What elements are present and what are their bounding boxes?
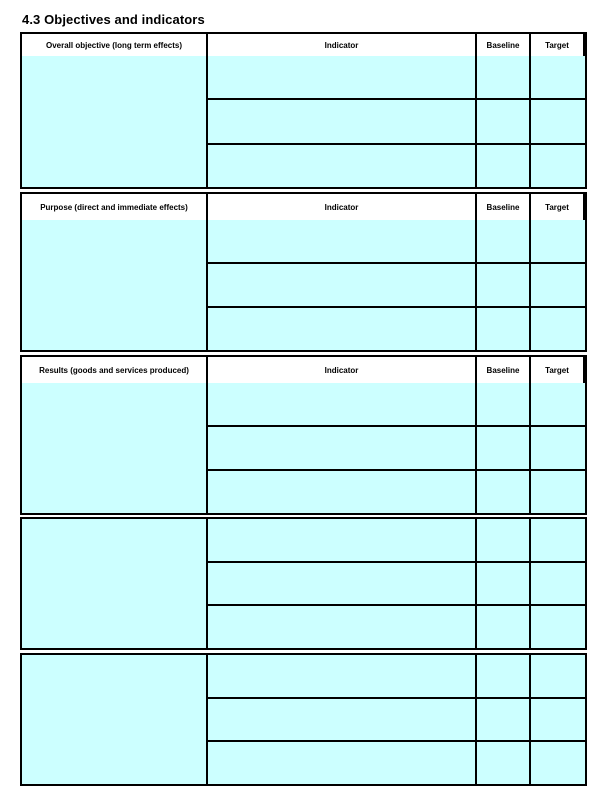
target-cell[interactable]	[531, 742, 585, 784]
indicator-cell[interactable]	[208, 264, 475, 308]
indicator-column	[208, 519, 477, 648]
baseline-cell[interactable]	[477, 563, 529, 607]
target-column	[531, 383, 585, 513]
baseline-column	[477, 519, 531, 648]
objectives-table-results	[20, 355, 587, 515]
target-cell[interactable]	[531, 308, 585, 350]
objectives-table-extra-2	[20, 653, 587, 786]
target-cell[interactable]	[531, 427, 585, 471]
indicator-cell[interactable]	[208, 471, 475, 513]
header-indicator: Indicator	[208, 194, 477, 222]
header-baseline: Baseline	[477, 194, 531, 222]
baseline-cell[interactable]	[477, 264, 529, 308]
target-cell[interactable]	[531, 220, 585, 264]
target-cell[interactable]	[531, 471, 585, 513]
indicator-cell[interactable]	[208, 427, 475, 471]
header-target: Target	[531, 194, 585, 222]
indicator-cell[interactable]	[208, 606, 475, 648]
target-column	[531, 220, 585, 350]
baseline-cell[interactable]	[477, 308, 529, 350]
indicator-cell[interactable]	[208, 145, 475, 187]
header-baseline: Baseline	[477, 357, 531, 385]
header-indicator: Indicator	[208, 34, 477, 58]
objectives-table-purpose	[20, 192, 587, 352]
indicator-cell[interactable]	[208, 56, 475, 100]
header-baseline: Baseline	[477, 34, 531, 58]
header-results: Results (goods and services produced)	[22, 357, 208, 385]
indicator-cell[interactable]	[208, 308, 475, 350]
indicator-cell[interactable]	[208, 563, 475, 607]
objective-cell[interactable]	[22, 519, 208, 648]
target-cell[interactable]	[531, 145, 585, 187]
indicator-column	[208, 56, 477, 187]
target-cell[interactable]	[531, 100, 585, 144]
objectives-table-extra-1	[20, 517, 587, 650]
baseline-cell[interactable]	[477, 606, 529, 648]
baseline-cell[interactable]	[477, 519, 529, 563]
header-overall-objective: Overall objective (long term effects)	[22, 34, 208, 58]
indicator-cell[interactable]	[208, 699, 475, 743]
indicator-cell[interactable]	[208, 519, 475, 563]
target-cell[interactable]	[531, 655, 585, 699]
header-indicator: Indicator	[208, 357, 477, 385]
target-cell[interactable]	[531, 563, 585, 607]
baseline-column	[477, 383, 531, 513]
objective-cell[interactable]	[22, 383, 208, 513]
objectives-table-overall	[20, 32, 587, 189]
objective-cell[interactable]	[22, 655, 208, 784]
target-cell[interactable]	[531, 519, 585, 563]
baseline-cell[interactable]	[477, 220, 529, 264]
target-cell[interactable]	[531, 264, 585, 308]
baseline-cell[interactable]	[477, 427, 529, 471]
header-target: Target	[531, 357, 585, 385]
target-column	[531, 56, 585, 187]
baseline-cell[interactable]	[477, 742, 529, 784]
indicator-column	[208, 383, 477, 513]
target-cell[interactable]	[531, 606, 585, 648]
baseline-cell[interactable]	[477, 655, 529, 699]
indicator-cell[interactable]	[208, 742, 475, 784]
baseline-cell[interactable]	[477, 383, 529, 427]
indicator-column	[208, 220, 477, 350]
indicator-cell[interactable]	[208, 220, 475, 264]
target-cell[interactable]	[531, 383, 585, 427]
baseline-column	[477, 655, 531, 784]
target-column	[531, 655, 585, 784]
baseline-cell[interactable]	[477, 145, 529, 187]
baseline-cell[interactable]	[477, 699, 529, 743]
objective-cell[interactable]	[22, 56, 208, 187]
header-purpose: Purpose (direct and immediate effects)	[22, 194, 208, 222]
target-cell[interactable]	[531, 56, 585, 100]
section-title: 4.3 Objectives and indicators	[22, 12, 205, 27]
indicator-cell[interactable]	[208, 655, 475, 699]
target-cell[interactable]	[531, 699, 585, 743]
indicator-column	[208, 655, 477, 784]
header-target: Target	[531, 34, 585, 58]
baseline-column	[477, 220, 531, 350]
baseline-column	[477, 56, 531, 187]
target-column	[531, 519, 585, 648]
indicator-cell[interactable]	[208, 383, 475, 427]
objective-cell[interactable]	[22, 220, 208, 350]
indicator-cell[interactable]	[208, 100, 475, 144]
baseline-cell[interactable]	[477, 100, 529, 144]
baseline-cell[interactable]	[477, 56, 529, 100]
baseline-cell[interactable]	[477, 471, 529, 513]
